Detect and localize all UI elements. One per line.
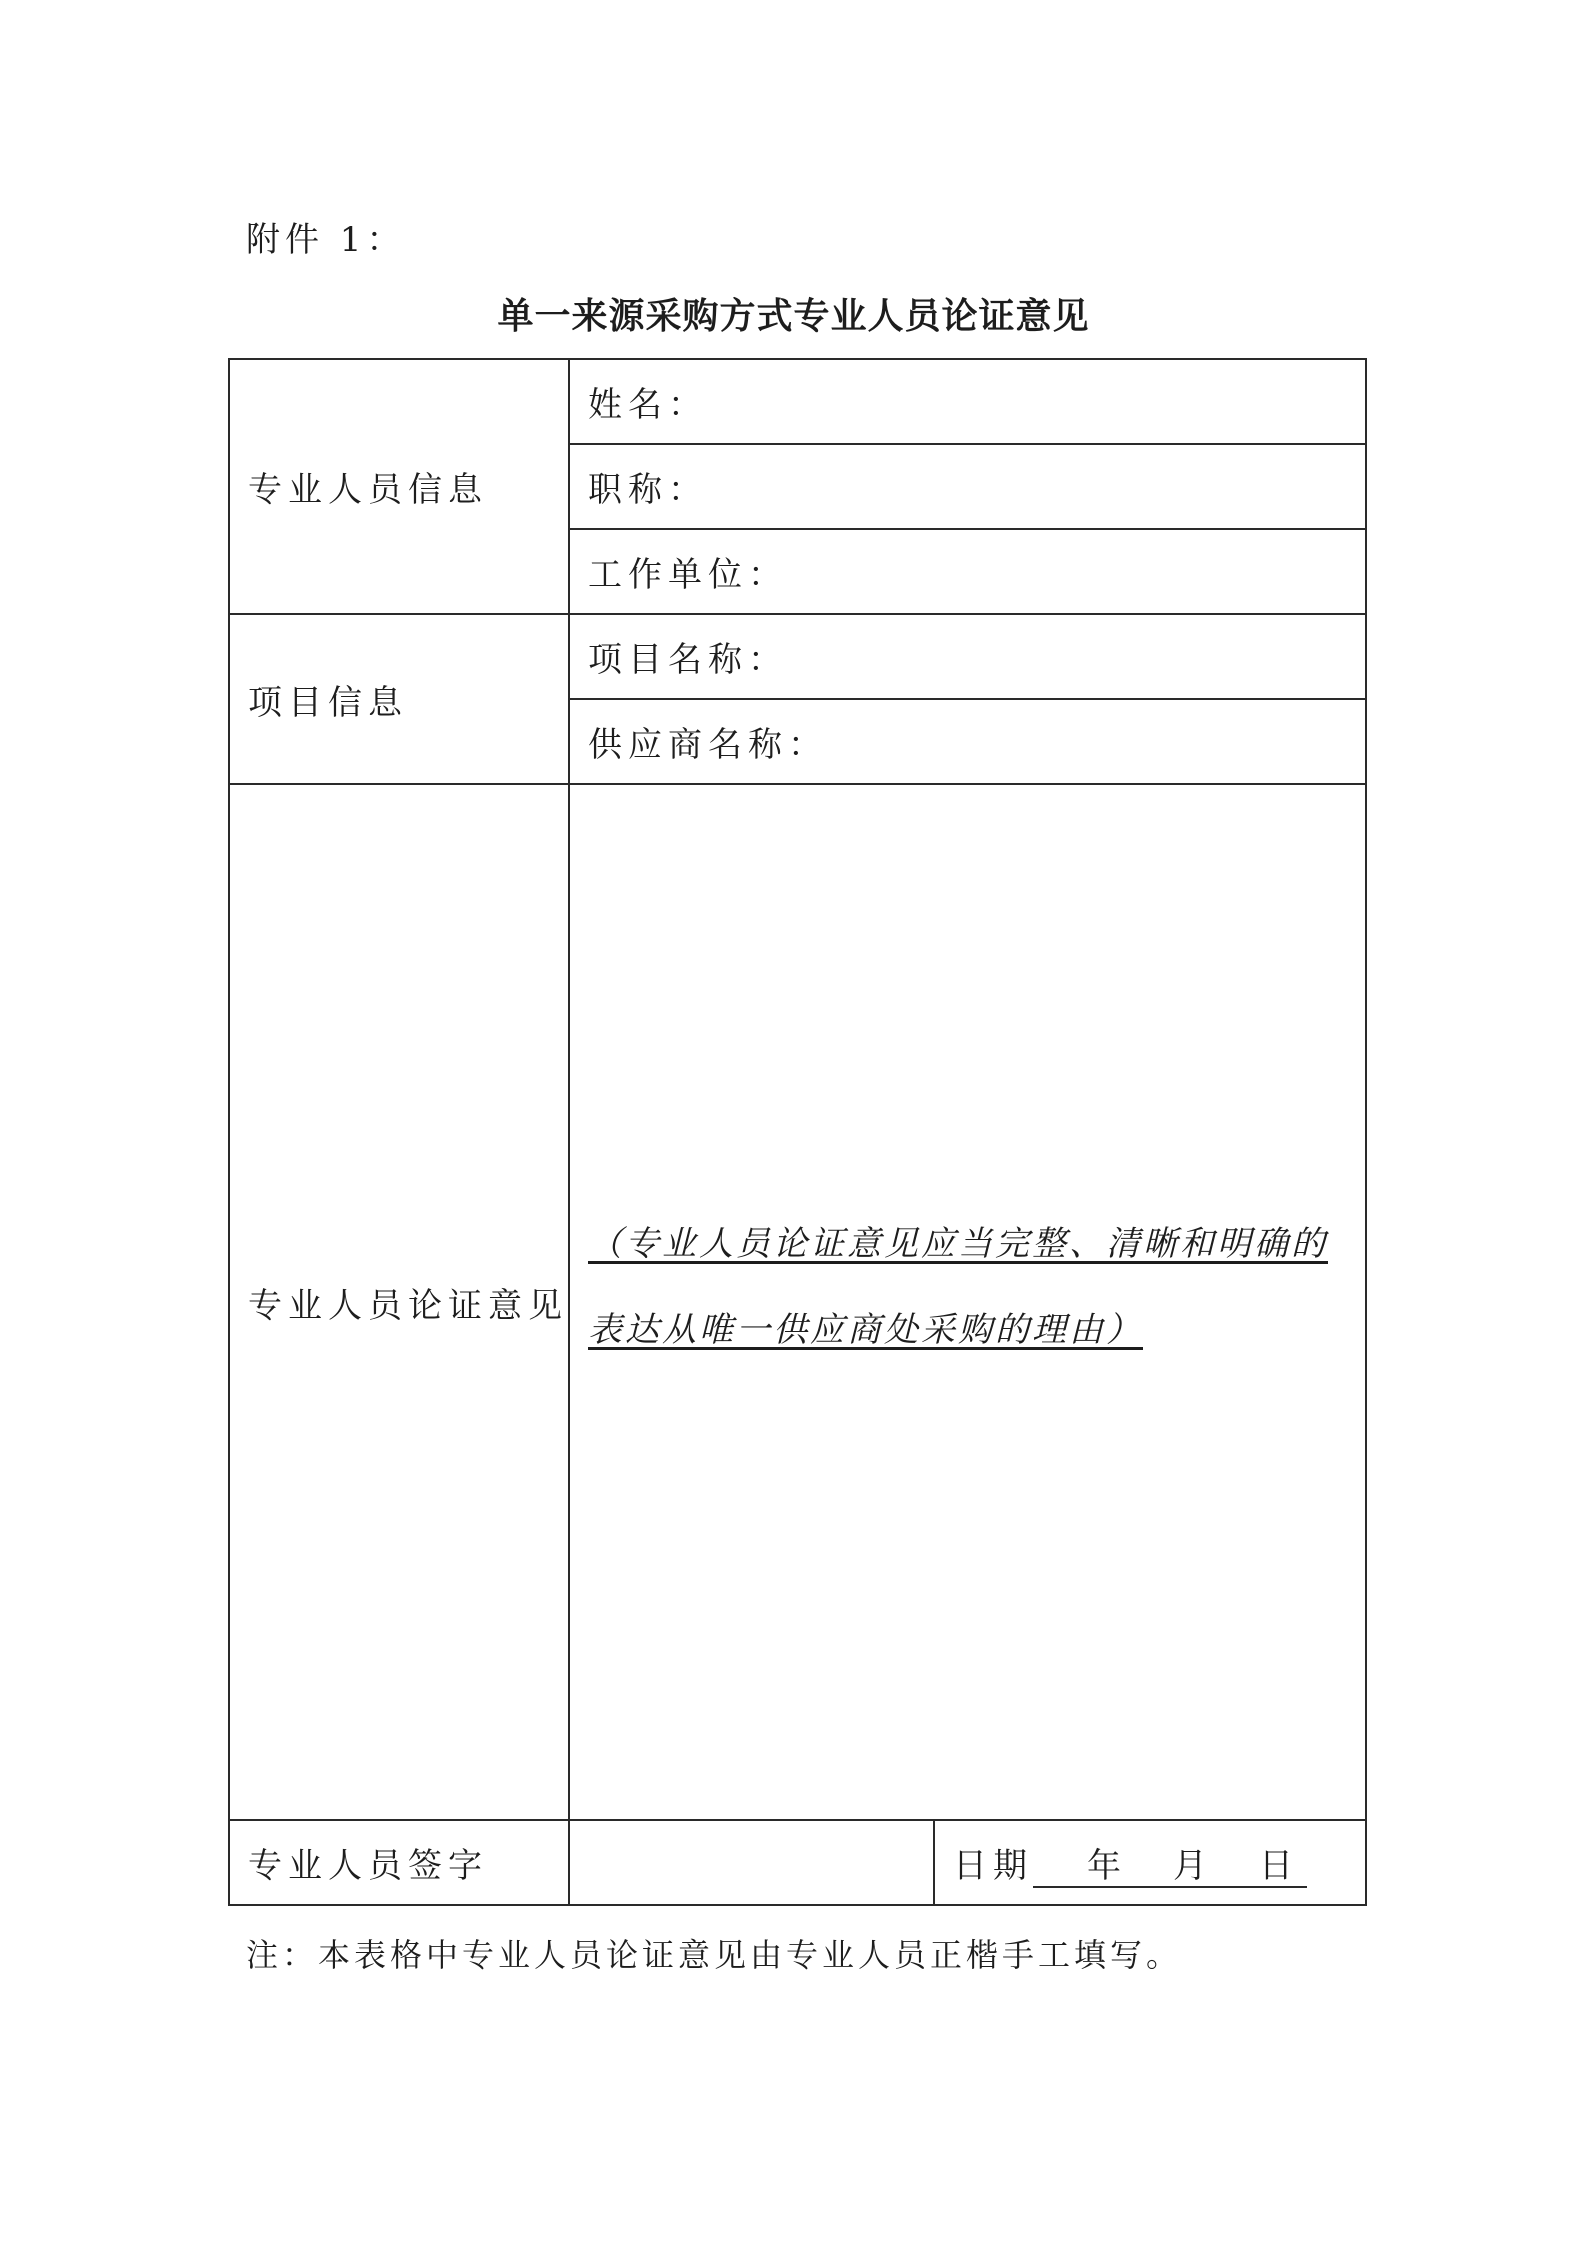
date-year: 年	[1087, 1845, 1127, 1886]
footnote: 注：本表格中专业人员论证意见由专业人员正楷手工填写。	[246, 1936, 1183, 1974]
expert-employer-field[interactable]: 工作单位：	[569, 529, 1366, 614]
date-month: 月	[1173, 1845, 1213, 1886]
project-name-row	[229, 614, 1366, 699]
opinion-field[interactable]	[569, 784, 1366, 1820]
date-blank	[1033, 1846, 1307, 1888]
opinion-hint	[588, 1201, 1365, 1373]
opinion-row	[229, 784, 1366, 1820]
supplier-name-field[interactable]: 供应商名称：	[569, 699, 1366, 784]
opinion-hint-line-1: （专业人员论证意见应当完整、清晰和明确的	[588, 1224, 1328, 1264]
date-field[interactable]	[934, 1820, 1366, 1905]
signature-field[interactable]	[569, 1820, 934, 1905]
document-title: 单一来源采购方式专业人员论证意见	[497, 295, 1090, 337]
date-label: 日期	[953, 1845, 1033, 1886]
date-day: 日	[1259, 1845, 1299, 1886]
opinion-form-table	[228, 358, 1367, 1906]
expert-info-label: 专业人员信息	[229, 359, 569, 614]
expert-name-field[interactable]: 姓名：	[569, 359, 1366, 444]
signature-row	[229, 1820, 1366, 1905]
project-name-field[interactable]: 项目名称：	[569, 614, 1366, 699]
signature-label: 专业人员签字	[229, 1820, 569, 1905]
attachment-label: 附件 1：	[246, 220, 406, 260]
opinion-label: 专业人员论证意见	[229, 784, 569, 1820]
project-info-label: 项目信息	[229, 614, 569, 784]
expert-name-row	[229, 359, 1366, 444]
opinion-hint-line-2: 表达从唯一供应商处采购的理由）	[588, 1310, 1143, 1350]
expert-title-field[interactable]: 职称：	[569, 444, 1366, 529]
